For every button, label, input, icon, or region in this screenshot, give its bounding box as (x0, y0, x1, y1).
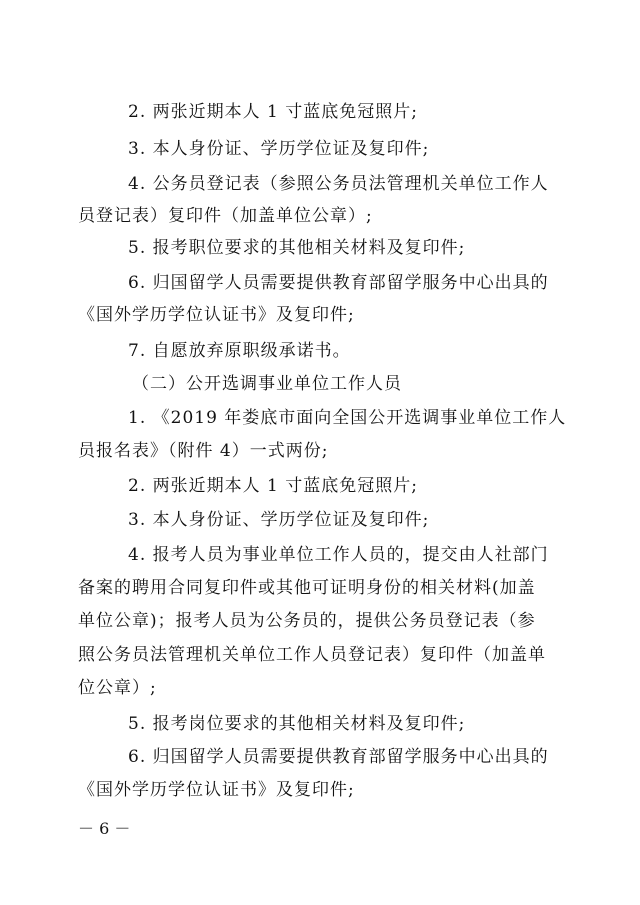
text-line: 《国外学历学位认证书》及复印件; (78, 780, 355, 800)
text-line: 3. 本人身份证、学历学位证及复印件; (128, 510, 430, 530)
text-line: 备案的聘用合同复印件或其他可证明身份的相关材料(加盖 (78, 578, 536, 598)
text-line: 位公章）; (78, 678, 157, 698)
text-line: 6. 归国留学人员需要提供教育部留学服务中心出具的 (128, 273, 549, 293)
text-line: 照公务员法管理机关单位工作人员登记表）复印件（加盖单 (78, 645, 546, 665)
text-line: 单位公章)；报考人员为公务员的，提供公务员登记表（参 (78, 611, 536, 631)
text-line: 4. 报考人员为事业单位工作人员的，提交由人社部门 (128, 545, 549, 565)
text-line: 《国外学历学位认证书》及复印件; (78, 305, 355, 325)
text-line: 2. 两张近期本人 1 寸蓝底免冠照片; (128, 476, 418, 496)
text-line: 1. 《2019 年娄底市面向全国公开选调事业单位工作人 (128, 408, 567, 428)
text-line: 5. 报考岗位要求的其他相关材料及复印件; (128, 714, 466, 734)
text-line: 5. 报考职位要求的其他相关材料及复印件; (128, 238, 466, 258)
text-line: 6. 归国留学人员需要提供教育部留学服务中心出具的 (128, 747, 549, 767)
text-line: 员报名表》（附件 4）一式两份; (78, 441, 329, 461)
text-line: 3. 本人身份证、学历学位证及复印件; (128, 139, 430, 159)
text-line: 4. 公务员登记表（参照公务员法管理机关单位工作人 (128, 174, 549, 194)
text-line: 7. 自愿放弃原职级承诺书。 (128, 341, 351, 361)
text-line: 2. 两张近期本人 1 寸蓝底免冠照片; (128, 102, 418, 122)
text-line: 员登记表）复印件（加盖单位公章）; (78, 206, 373, 226)
section-heading: （二）公开选调事业单位工作人员 (132, 374, 402, 394)
page-number: － 6 － (78, 819, 131, 838)
